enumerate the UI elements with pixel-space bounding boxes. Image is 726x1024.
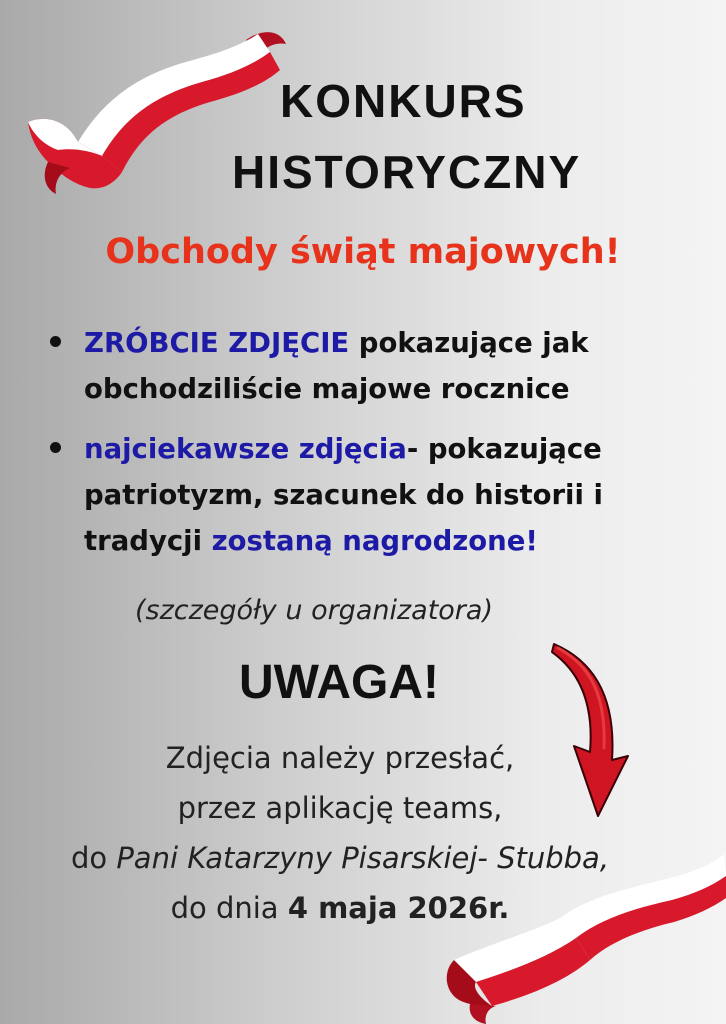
rule-highlight: ZRÓBCIE ZDJĘCIE: [84, 327, 350, 359]
details-note: (szczegóły u organizatora): [135, 595, 493, 626]
rules-list: [50, 320, 710, 564]
organizer-name: Pani Katarzyny Pisarskiej- Stubba,: [116, 841, 610, 875]
rule-highlight: najciekawsze zdjęcia: [84, 433, 407, 465]
deadline-date: 4 maja 2026r.: [287, 891, 510, 925]
notice-body: [0, 733, 680, 933]
title-line-1: KONKURS: [280, 75, 527, 127]
notice-line-3: [0, 833, 680, 883]
notice-line-3-prefix: do: [70, 841, 117, 875]
notice-heading: UWAGA!: [239, 656, 439, 709]
rule-item-award: [50, 426, 710, 564]
notice-line-2: przez aplikację teams,: [177, 791, 503, 825]
title-line-2: HISTORYCZNY: [232, 146, 582, 198]
bullet-dot-icon: [50, 442, 61, 453]
rule-text: pokazujące jak obchodziliście majowe rocznice: [84, 327, 589, 405]
rule-highlight-end: zostaną nagrodzone!: [211, 525, 538, 557]
notice-line-4-prefix: do dnia: [170, 891, 288, 925]
notice-line-4: [0, 883, 680, 933]
bullet-dot-icon: [50, 336, 61, 347]
rule-item-photo: [50, 320, 710, 412]
subtitle: Obchody świąt majowych!: [105, 232, 621, 272]
rule-text: - pokazujące patriotyzm, szacunek do historii i tradycji: [84, 433, 603, 557]
notice-line-1: Zdjęcia należy przesłać,: [165, 741, 515, 775]
